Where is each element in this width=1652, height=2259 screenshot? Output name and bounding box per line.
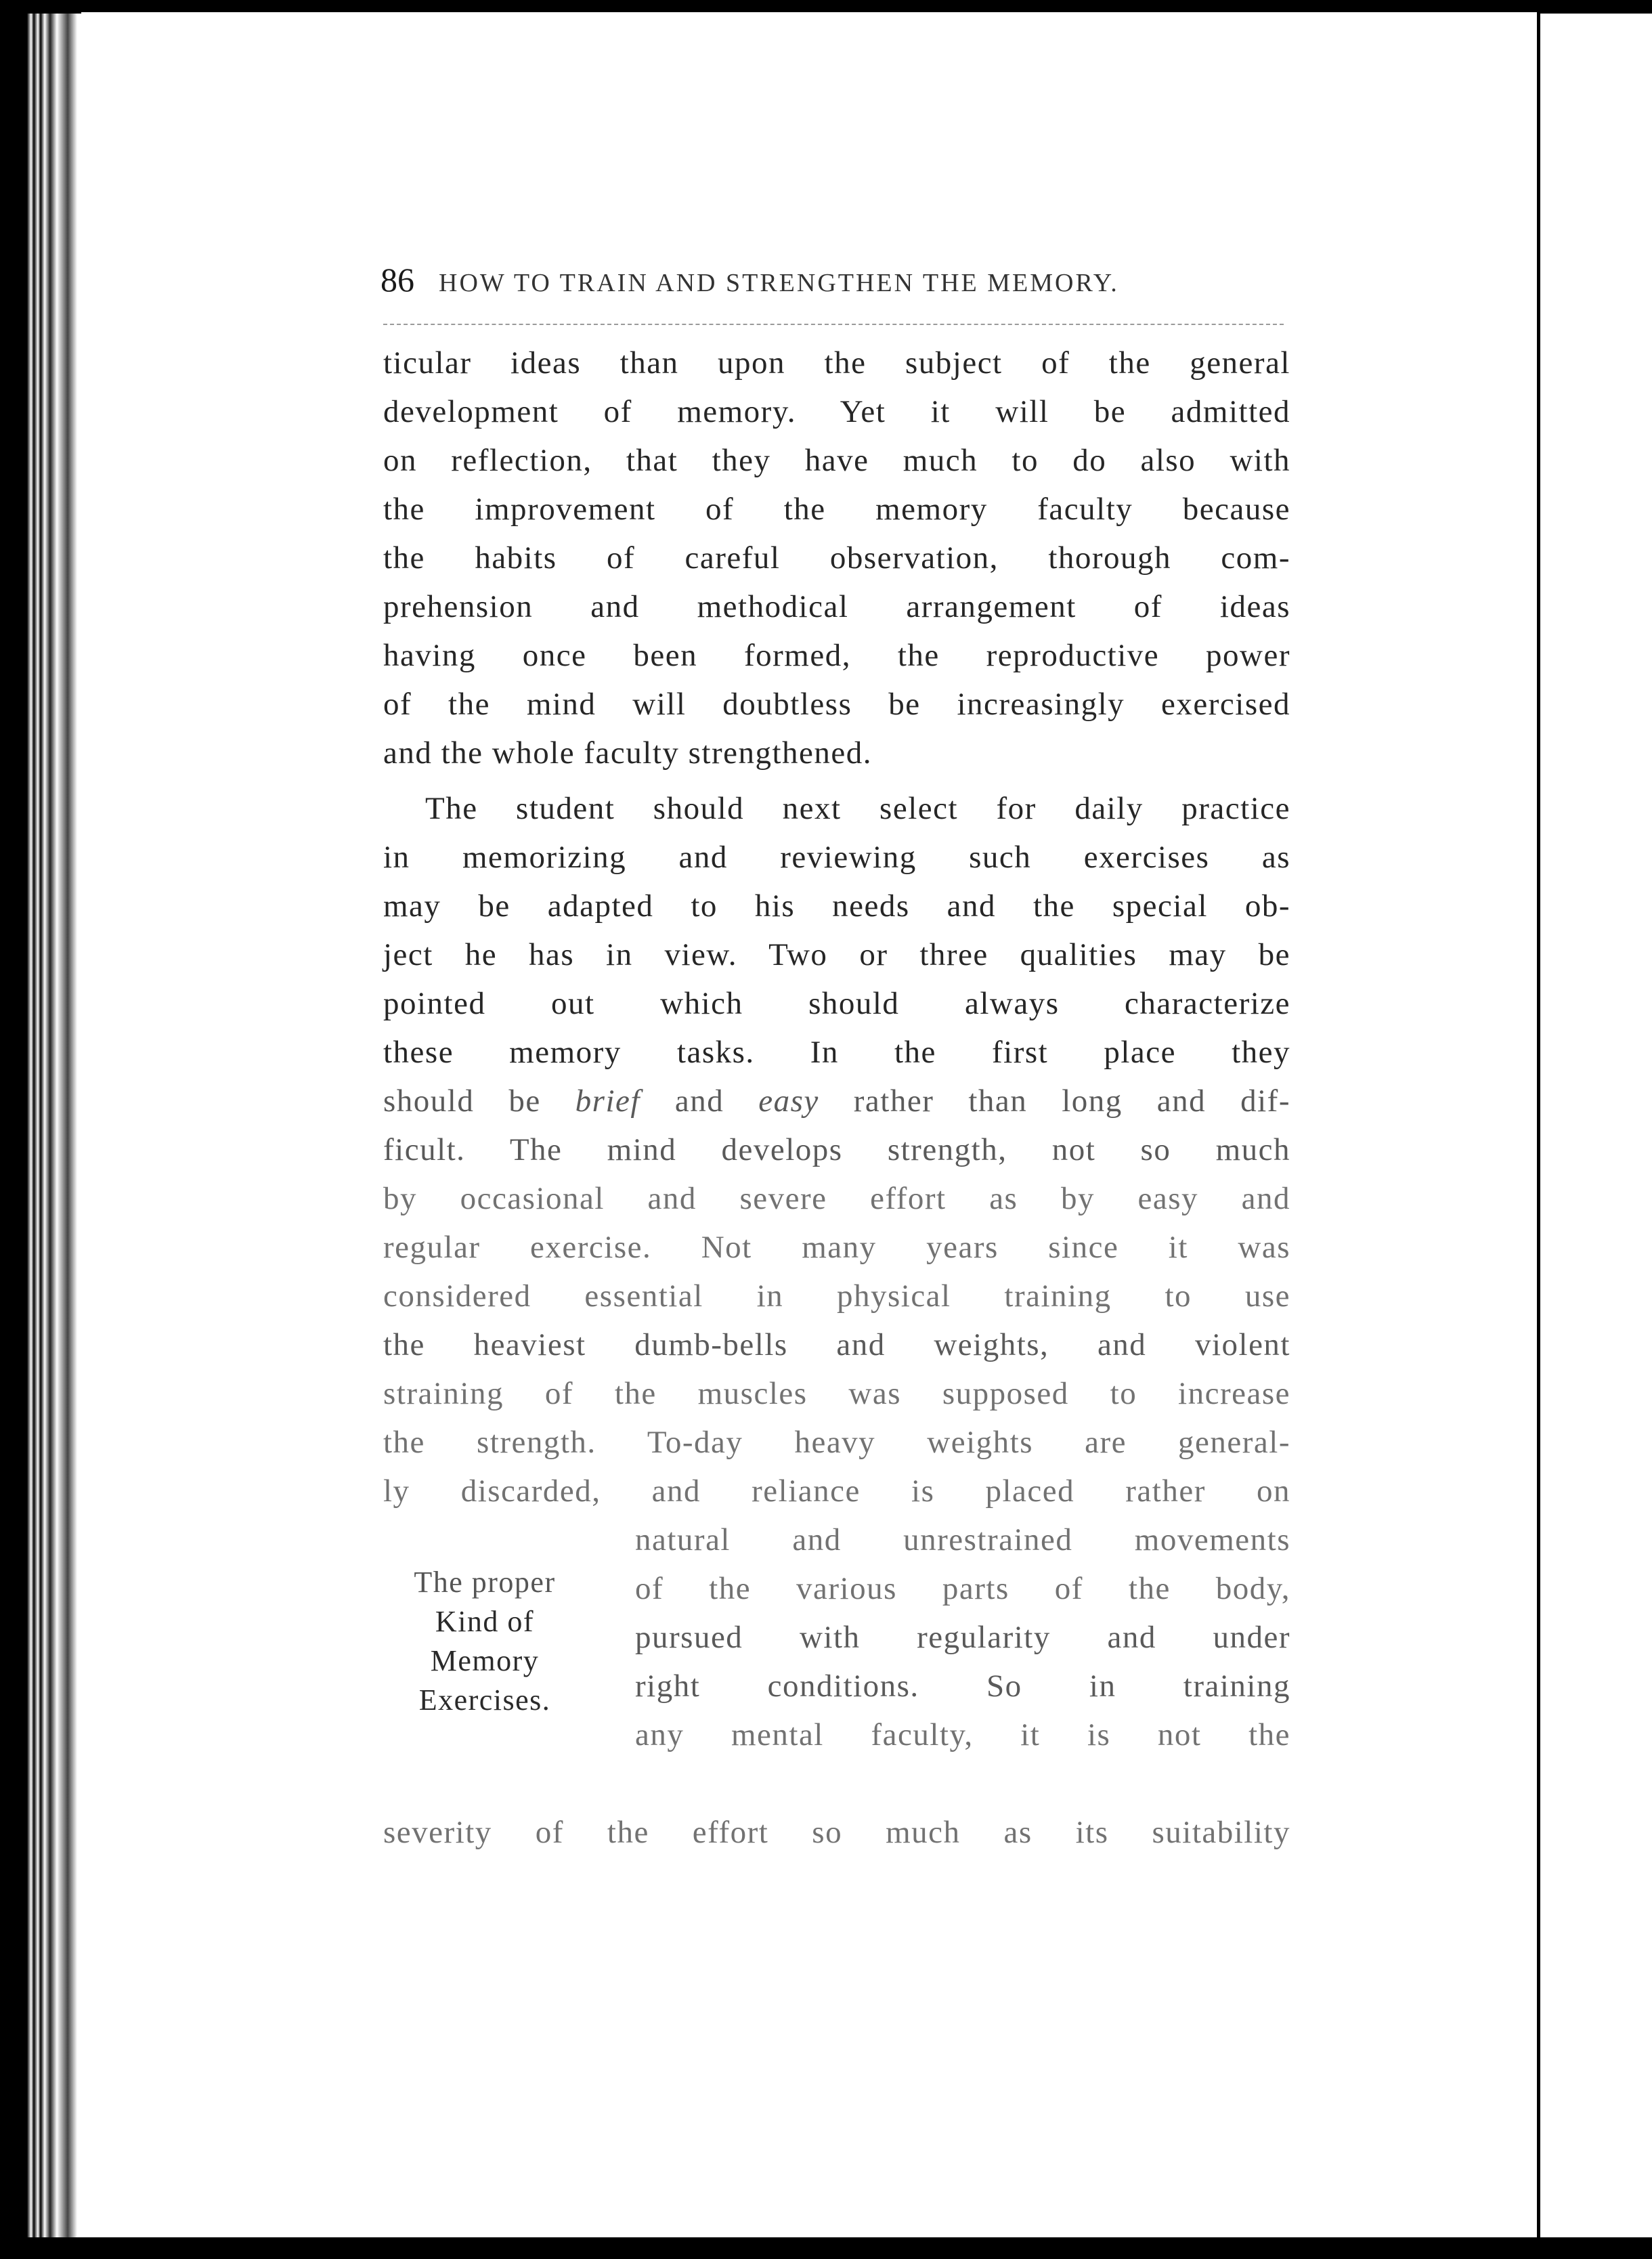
text-fragment: and [640,1083,759,1119]
text-line: may be adapted to his needs and the special ob- [383,888,1290,924]
text-line: in memorizing and reviewing such exercises as [383,840,1290,875]
marginal-note-block [383,1515,1290,1808]
paragraph-2 [383,784,1290,1857]
page-number: 86 [381,261,414,299]
text-line: pursued with regularity and under [635,1620,1290,1655]
text-line: development of memory. Yet it will be admitted [383,394,1290,429]
side-note-line: Kind of [435,1605,535,1638]
side-note-line: Memory [430,1644,540,1677]
text-line: right conditions. So in training [635,1669,1290,1704]
text-line: of the various parts of the body, [635,1571,1290,1606]
italic-word: brief [575,1083,640,1119]
text-line: pointed out which should always characterize [383,986,1290,1021]
text-line: on reflection, that they have much to do also with [383,443,1290,478]
side-note-line: Exercises. [418,1683,551,1717]
scan-bottom-border [27,2237,1652,2259]
book-binding-edge [27,14,81,2241]
paragraph-gap [383,777,1290,784]
text-line: severity of the effort so much as its suitability [383,1815,1290,1850]
italic-word: easy [758,1083,819,1119]
text-line: the strength. To-day heavy weights are general- [383,1425,1290,1460]
side-note [383,1515,586,1720]
text-line: The student should next select for daily practice [425,791,1290,826]
text-fragment: should be [383,1083,575,1119]
paragraph-1 [383,339,1290,777]
text-line: these memory tasks. In the first place they [383,1035,1290,1070]
text-line: regular exercise. Not many years since it was [383,1230,1290,1265]
text-line: the habits of careful observation, thorough com- [383,540,1290,576]
text-line: having once been formed, the reproductive power [383,638,1290,673]
text-line: of the mind will doubtless be increasingly exercised [383,687,1290,722]
text-line: the improvement of the memory faculty because [383,492,1290,527]
facing-page-edge [1537,14,1652,2245]
text-line: and the whole faculty strengthened. [383,735,873,771]
text-line: by occasional and severe effort as by easy and [383,1181,1290,1216]
text-line: any mental faculty, it is not the [635,1717,1290,1752]
text-line: ficult. The mind develops strength, not so much [383,1132,1290,1167]
text-line: ticular ideas than upon the subject of the general [383,345,1290,381]
text-line: natural and unrestrained movements [635,1522,1290,1557]
text-line: prehension and methodical arrangement of ideas [383,589,1290,624]
header-rule [383,324,1284,325]
text-line: ly discarded, and reliance is placed rather on [383,1473,1290,1509]
text-line: straining of the muscles was supposed to increase [383,1376,1290,1411]
body-text [383,339,1290,1857]
running-title: HOW TO TRAIN AND STRENGTHEN THE MEMORY. [439,269,1119,297]
text-line: considered essential in physical training to use [383,1278,1290,1314]
text-line-with-italics [383,1077,1290,1125]
page-header [381,260,1288,307]
indented-text [635,1515,1290,1759]
text-line: the heaviest dumb-bells and weights, and violent [383,1327,1290,1362]
text-line: ject he has in view. Two or three qualities may be [383,937,1290,972]
text-fragment: rather than long and dif- [819,1083,1290,1119]
side-note-line: The proper [414,1566,556,1599]
